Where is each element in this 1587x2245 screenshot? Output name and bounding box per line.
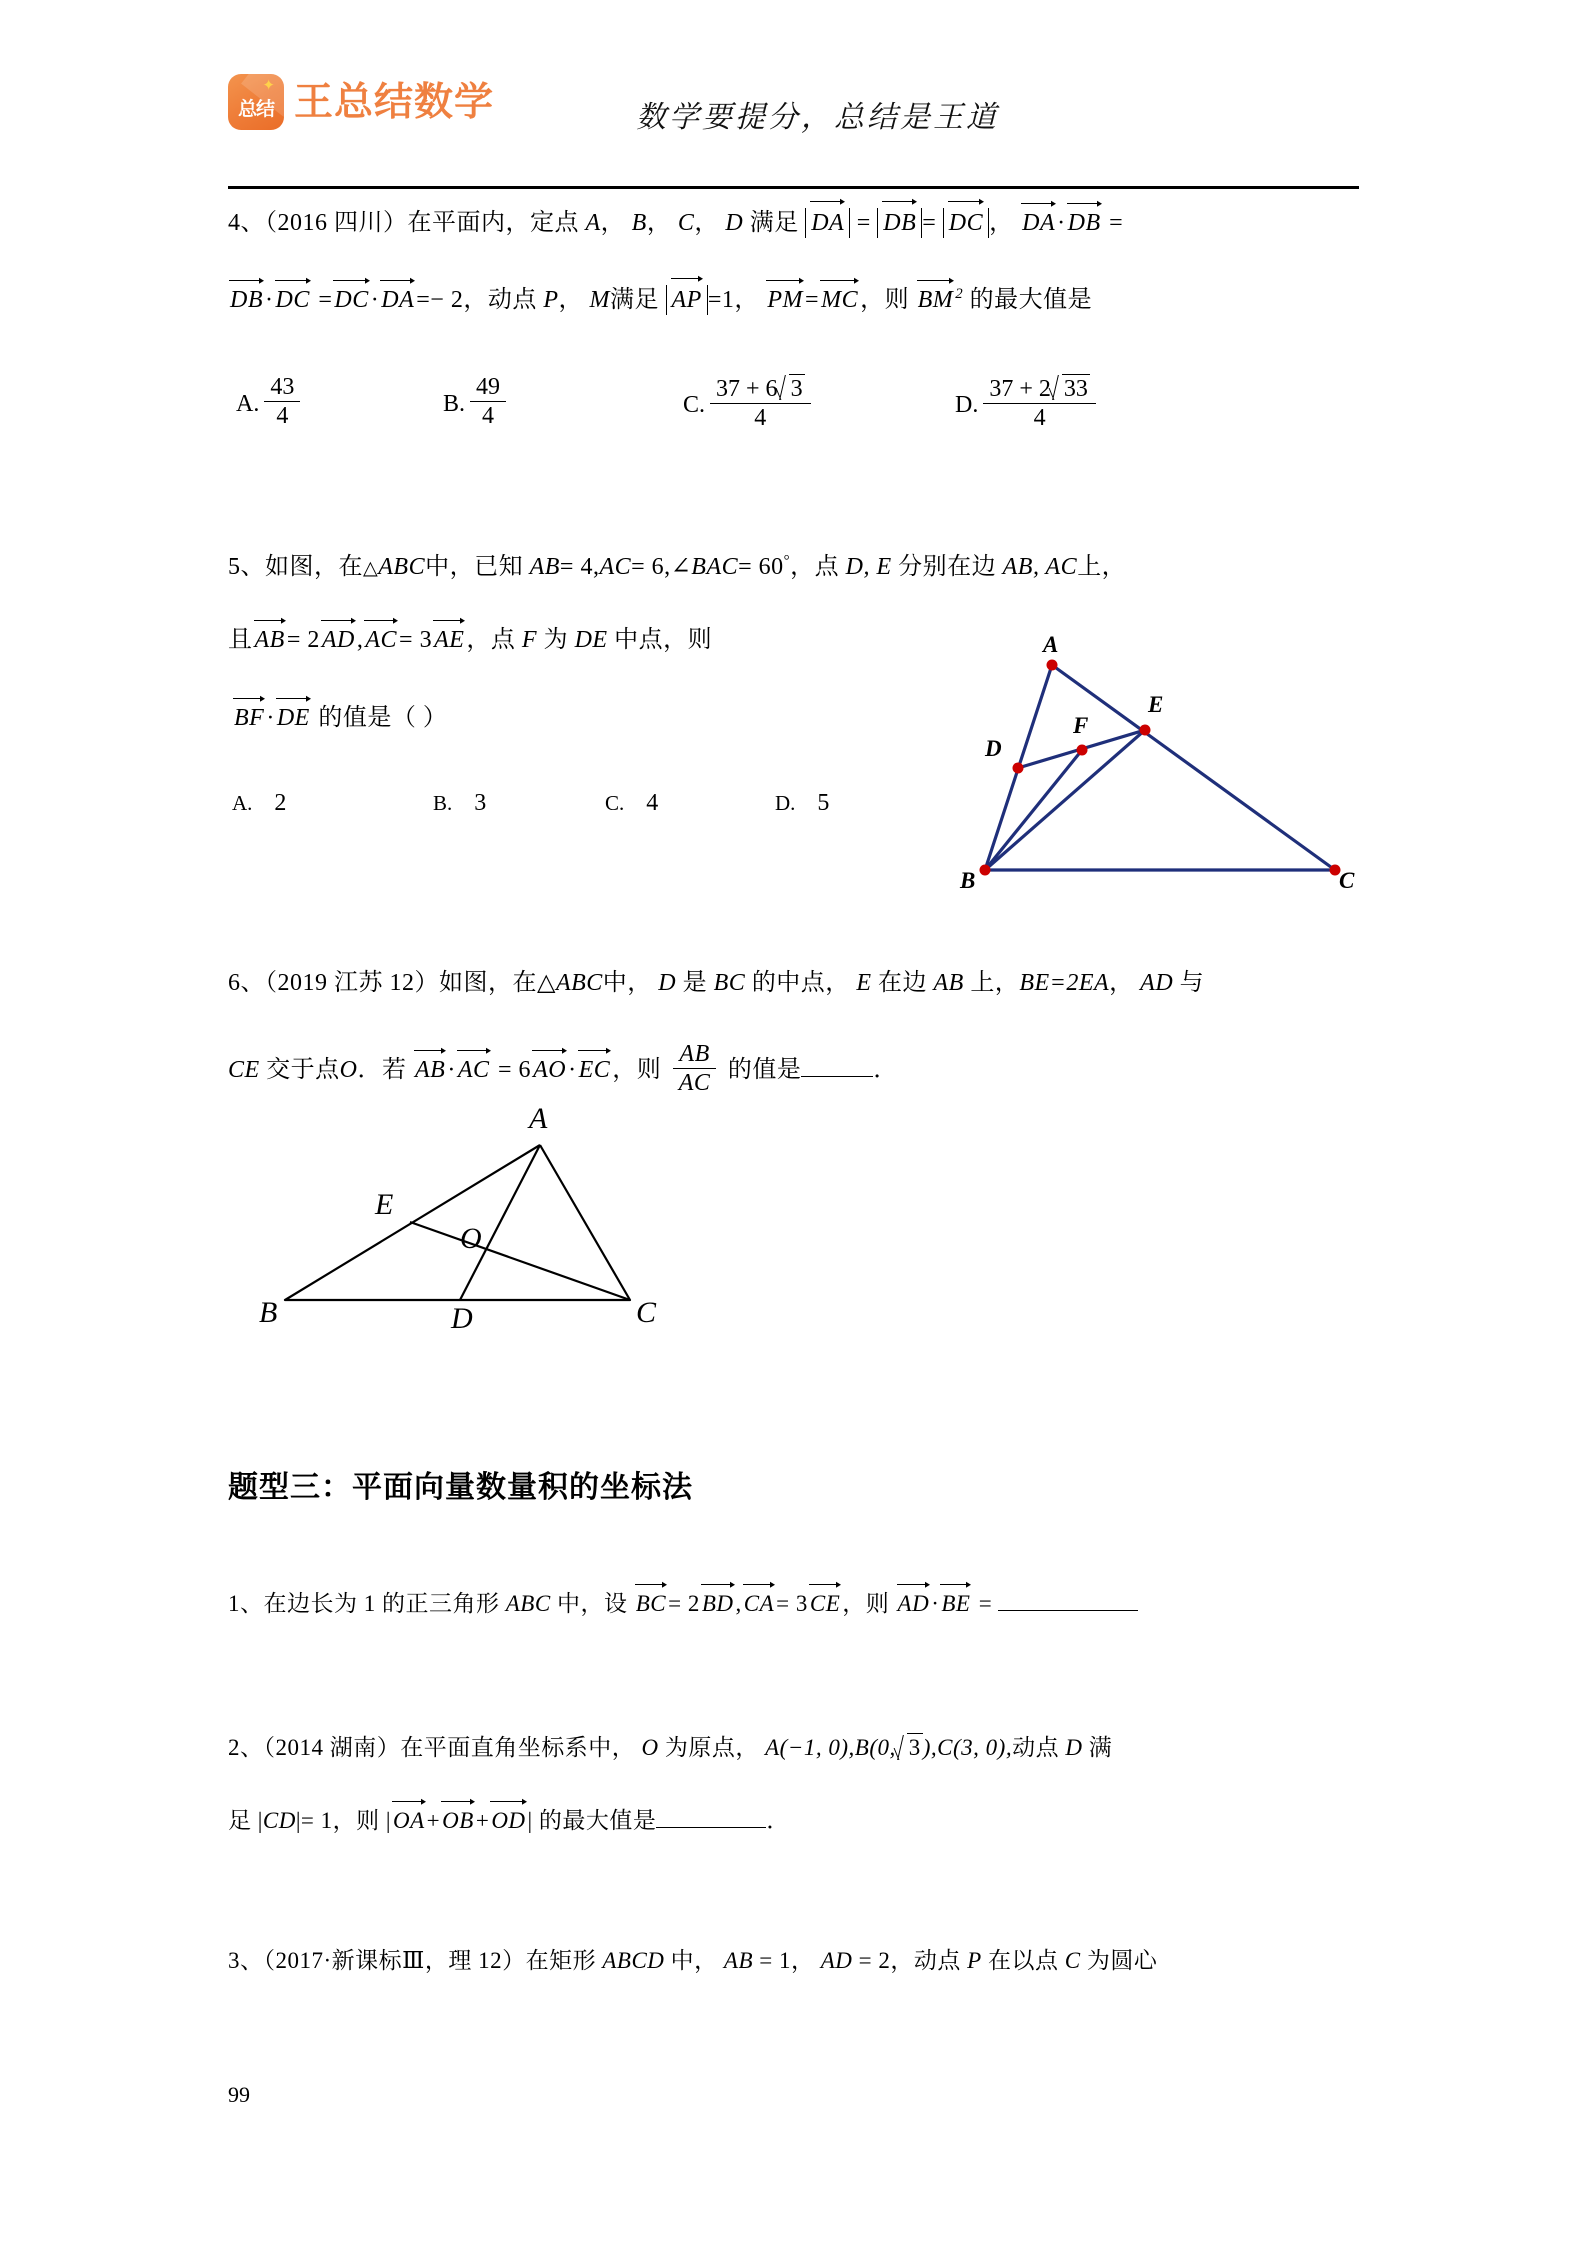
- p5-text-3: ，点: [790, 554, 840, 580]
- vector-ap: AP: [671, 287, 702, 313]
- fraction-49-4: [470, 374, 506, 431]
- p5-eq-5: = 3: [399, 627, 433, 653]
- p5-text-4: 分别在边: [898, 554, 997, 580]
- p5-points-de: D, E: [845, 554, 892, 580]
- p6-dot-2: ·: [568, 1057, 577, 1084]
- figure-point-label-a: A: [1043, 632, 1059, 657]
- p6-text-1: 6、（2019 江苏 12）如图，在: [228, 970, 537, 996]
- p4-eq-7: =: [805, 287, 820, 313]
- s3q2-point-b-post: ),: [922, 1735, 938, 1760]
- p4-c3: ，: [694, 210, 719, 236]
- p4-text-2: 满足: [749, 210, 799, 236]
- numerator: 49: [476, 373, 501, 400]
- p4-text-3: ，动点: [463, 287, 537, 313]
- p4-eq-4: =: [318, 287, 333, 313]
- p5-eq-2: = 6,: [631, 554, 671, 580]
- s3q2-point-c: C(3, 0),: [937, 1735, 1013, 1760]
- p5-eq-3: = 60: [738, 554, 784, 580]
- logo-badge-label: 总结: [237, 99, 274, 120]
- p4-abs-ap: [666, 285, 708, 315]
- p4-point-p: P: [543, 287, 559, 313]
- p4-eq-6: =1: [707, 287, 735, 313]
- triangle-symbol: △: [537, 970, 556, 996]
- p5-text-10: 的值是（ ）: [318, 705, 448, 731]
- problem-5-line-2: [228, 627, 712, 655]
- p4-exponent: 2: [955, 286, 964, 302]
- problem-4-choice-a[interactable]: [236, 373, 305, 433]
- p6-triangle-abc: ABC: [555, 970, 603, 996]
- p4-c5: ，: [558, 287, 583, 313]
- p6-seg-ab: AB: [933, 970, 964, 996]
- problem-5-line-1: [228, 553, 1126, 582]
- s3q1-text-3: ，则: [842, 1591, 890, 1616]
- s3q2-plus-1: +: [426, 1808, 441, 1833]
- vector-dc: DC: [948, 210, 984, 236]
- problem-4-line-2: [228, 285, 1092, 315]
- p6-dot-1: ·: [447, 1057, 456, 1084]
- figure-point-label-b: B: [259, 1296, 278, 1329]
- problem-4-choice-c[interactable]: [683, 376, 816, 435]
- s3q2-plus-2: +: [475, 1808, 490, 1833]
- p4-c6: ，: [734, 287, 759, 313]
- degree-symbol: °: [783, 553, 791, 569]
- choice-value-d: 5: [817, 790, 830, 816]
- s3q3-point-p: P: [967, 1948, 982, 1973]
- vector-bd: BD: [701, 1591, 734, 1616]
- choice-value-a: 2: [274, 790, 287, 816]
- vector-da: DA: [811, 210, 845, 236]
- p4-text-6: 的最大值是: [969, 287, 1093, 313]
- vector-mc: MC: [821, 287, 859, 313]
- triangle-abc-de-f-diagram: [930, 640, 1350, 890]
- problem-5-choice-c[interactable]: [605, 790, 658, 817]
- choice-value-b: 3: [474, 790, 487, 816]
- p4-value: − 2: [430, 287, 464, 313]
- problem-6-line-2: [228, 1040, 898, 1100]
- triangle-symbol: △: [363, 558, 379, 579]
- vector-dc-3: DC: [334, 287, 369, 313]
- s3q3-point-c: C: [1064, 1948, 1081, 1973]
- p5-point-f: F: [521, 627, 538, 653]
- answer-blank[interactable]: [801, 1056, 873, 1077]
- choice-label-a: A.: [236, 390, 260, 417]
- vector-be: BE: [941, 1591, 971, 1616]
- vector-ac: AC: [457, 1057, 490, 1084]
- radical-icon: [778, 374, 805, 402]
- s3q2-point-a: A(−1, 0),: [765, 1735, 855, 1760]
- vector-ac: AC: [365, 627, 398, 653]
- p4-dot-1: ·: [1057, 210, 1066, 236]
- p5-text-5: 上，: [1077, 554, 1127, 580]
- problem-6-line-1: [228, 970, 1204, 998]
- problem-4-line-1: [228, 208, 1123, 238]
- s3q1-eq-1: = 2: [668, 1591, 700, 1616]
- s3q2-text-7: | 的最大值是: [527, 1808, 657, 1833]
- problem-5-choice-d[interactable]: [775, 790, 829, 817]
- figure-point-label-e: E: [375, 1188, 394, 1221]
- fraction-37-2root33-4: [983, 374, 1096, 433]
- choice-label-b: B.: [443, 390, 466, 417]
- s3q1-eq-2: = 3: [776, 1591, 808, 1616]
- section3-question-2-line-2: [228, 1807, 790, 1834]
- vector-ce: CE: [809, 1591, 841, 1616]
- numerator-prefix: 37 + 6: [716, 375, 778, 402]
- p4-abs-da: [805, 208, 850, 238]
- sparkle-icon: ✦: [262, 78, 275, 94]
- problem-5-figure: [930, 632, 1355, 893]
- p5-c1: ,: [356, 627, 364, 653]
- s3q3-text-4: 在以点: [987, 1948, 1059, 1973]
- problem-6-figure: [255, 1102, 685, 1360]
- vector-ec: EC: [578, 1057, 611, 1084]
- p6-seg-ce: CE: [228, 1057, 260, 1084]
- radical-icon: [1051, 374, 1090, 402]
- s3q3-text-5: 为圆心: [1086, 1948, 1158, 1973]
- s3q2-text-2: 为原点，: [664, 1735, 759, 1760]
- vector-da-2: DA: [1022, 210, 1056, 236]
- p5-triangle-abc: ABC: [378, 554, 426, 580]
- radicand: 3: [908, 1735, 921, 1760]
- p4-abs-dc: [943, 208, 989, 238]
- vector-ao: AO: [533, 1057, 567, 1084]
- header-divider: [228, 186, 1359, 189]
- p5-sides-ab-ac: AB, AC: [1002, 554, 1078, 580]
- s3q2-text-6: |= 1，则 |: [295, 1808, 391, 1833]
- p4-abs-db: [877, 208, 922, 238]
- vector-ab: AB: [415, 1057, 446, 1084]
- section-heading-3: 题型三：平面向量数量积的坐标法: [228, 1471, 693, 1504]
- p6-text-8: 交于点: [266, 1057, 340, 1084]
- p6-eq-1: = 6: [498, 1057, 532, 1084]
- section3-question-2-line-1: [228, 1733, 1112, 1761]
- s3q2-text-4: 满: [1088, 1735, 1113, 1760]
- s3q2-point-o: O: [641, 1735, 659, 1760]
- p5-eq-4: = 2: [286, 627, 320, 653]
- fraction-43-4: [264, 374, 300, 431]
- p4-point-a: A: [585, 210, 601, 236]
- vector-ob: OB: [442, 1808, 474, 1833]
- p4-point-m: M: [589, 287, 610, 313]
- vector-db-2: DB: [1067, 210, 1101, 236]
- p5-seg-ac: AC: [599, 554, 632, 580]
- s3q1-c1: ,: [735, 1591, 742, 1616]
- p6-text-6: 上，: [970, 970, 1020, 996]
- p4-eq-2: =: [922, 210, 937, 236]
- p6-text-5: 在边: [877, 970, 927, 996]
- figure-point-label-f: F: [1073, 713, 1089, 738]
- s3q2-point-d: D: [1065, 1735, 1083, 1760]
- p4-eq-5: =: [416, 287, 431, 313]
- choice-label-d: D.: [955, 391, 979, 418]
- fraction-37-6root3-4: [710, 374, 811, 433]
- angle-symbol: ∠: [670, 554, 692, 580]
- p5-text-2: 中，已知: [425, 554, 524, 580]
- p4-eq-1: =: [856, 210, 871, 236]
- vector-de: DE: [276, 705, 310, 731]
- denominator: 4: [264, 401, 300, 431]
- figure-point-label-o: O: [460, 1222, 482, 1255]
- vector-bf: BF: [234, 705, 265, 731]
- s3q3-rect-abcd: ABCD: [602, 1948, 665, 1973]
- vector-bm: BM: [917, 287, 954, 313]
- p5-text-6: 且: [228, 627, 253, 653]
- vector-ae: AE: [434, 627, 465, 653]
- s3q3-seg-ab: AB: [723, 1948, 754, 1973]
- p4-c2: ，: [646, 210, 672, 236]
- s3q2-text-5: 足 |: [228, 1808, 263, 1833]
- numerator: 43: [270, 373, 295, 400]
- p6-text-11: 的值是: [727, 1057, 802, 1084]
- denominator: 4: [710, 403, 811, 433]
- denominator: 4: [470, 401, 506, 431]
- numerator: [983, 374, 1096, 403]
- s3q3-c1: ，: [791, 1948, 815, 1973]
- vector-dc-2: DC: [275, 287, 310, 313]
- p5-text-9: 中点，则: [614, 627, 713, 653]
- vector-db: DB: [883, 210, 917, 236]
- p5-text-8: 为: [543, 627, 569, 653]
- p6-point-o: O: [339, 1057, 358, 1084]
- choice-value-c: 4: [646, 790, 659, 816]
- p5-seg-de: DE: [574, 627, 608, 653]
- choice-label-d: D.: [775, 791, 796, 815]
- s3q1-dot: ·: [931, 1591, 940, 1616]
- problem-5-choice-b[interactable]: [433, 790, 486, 817]
- p4-text-1: 4、（2016 四川）在平面内，定点: [228, 210, 579, 236]
- p6-seg-ad: AD: [1140, 970, 1174, 996]
- p6-text-3: 是: [682, 970, 708, 996]
- numerator-prefix: 37 + 2: [989, 375, 1051, 402]
- vector-oa: OA: [393, 1808, 425, 1833]
- p6-text-7: 与: [1179, 970, 1205, 996]
- p4-point-c: C: [677, 210, 695, 236]
- s3q1-eq-3: =: [978, 1591, 993, 1616]
- vector-db-3: DB: [230, 287, 263, 313]
- p4-dot-3: ·: [370, 287, 380, 313]
- s3q2-text-3: 动点: [1012, 1735, 1060, 1760]
- p4-point-b: B: [631, 210, 647, 236]
- logo-badge-icon: [228, 74, 284, 130]
- p5-dot: ·: [266, 705, 275, 731]
- choice-label-c: C.: [605, 791, 625, 815]
- p5-angle-bac: BAC: [691, 554, 739, 580]
- p4-c1: ，: [600, 210, 626, 236]
- s3q2-period: ．: [766, 1808, 790, 1833]
- choice-label-a: A.: [232, 791, 253, 815]
- p4-point-d: D: [725, 210, 744, 236]
- p6-text-2: 中，: [602, 970, 652, 996]
- choice-label-c: C.: [683, 391, 706, 418]
- vector-ad: AD: [321, 627, 355, 653]
- s3q3-text-3: ，动点: [890, 1948, 961, 1973]
- p4-eq-3: =: [1109, 210, 1124, 236]
- s3q2-text-1: 2、（2014 湖南）在平面直角坐标系中，: [228, 1735, 636, 1760]
- page-header: [228, 66, 1360, 138]
- p5-text-1: 5、如图，在: [228, 554, 363, 580]
- s3q2-seg-cd: CD: [262, 1808, 296, 1833]
- denominator: 4: [983, 403, 1096, 433]
- figure-point-label-e: E: [1148, 692, 1164, 717]
- fraction-ab-ac: [673, 1041, 717, 1098]
- brand-name: 王总结数学: [294, 80, 495, 124]
- s3q3-seg-ad: AD: [820, 1948, 853, 1973]
- p4-text-5: ，则: [860, 287, 910, 313]
- p6-text-4: 的中点，: [751, 970, 850, 996]
- p5-eq-1: = 4,: [559, 554, 600, 580]
- p6-text-9: ．若: [357, 1057, 407, 1084]
- answer-blank[interactable]: [998, 1590, 1138, 1611]
- page-number: 99: [228, 2082, 250, 2107]
- figure-point-label-a: A: [529, 1102, 548, 1135]
- radical-icon: [896, 1733, 923, 1761]
- s3q1-text-2: 中，设: [556, 1591, 628, 1616]
- choice-label-b: B.: [433, 791, 453, 815]
- vector-ad: AD: [897, 1591, 930, 1616]
- p4-dot-2: ·: [265, 287, 274, 313]
- brand-logo: [228, 74, 494, 130]
- vector-bc: BC: [635, 1591, 667, 1616]
- p6-text-10: ，则: [612, 1057, 662, 1084]
- p5-text-7: ，点: [466, 627, 516, 653]
- problem-4-choice-d[interactable]: [955, 376, 1101, 435]
- s3q3-eq-1: = 1: [759, 1948, 791, 1973]
- radicand: 33: [1063, 375, 1088, 402]
- p6-cond-be: BE=2EA: [1019, 970, 1110, 996]
- problem-5-line-3: [232, 705, 447, 733]
- p6-point-e: E: [856, 970, 872, 996]
- problem-5-choice-a[interactable]: [232, 790, 286, 817]
- s3q3-text-1: 3、（2017·新课标Ⅲ，理 12）在矩形: [228, 1948, 597, 1973]
- p6-point-d: D: [658, 970, 677, 996]
- problem-4-choice-b[interactable]: [443, 373, 511, 433]
- figure-point-label-c: C: [1339, 868, 1355, 893]
- answer-blank[interactable]: [656, 1807, 766, 1828]
- p6-seg-bc: BC: [713, 970, 746, 996]
- numerator: [710, 374, 811, 403]
- numerator: AB: [679, 1040, 710, 1067]
- figure-point-label-d: D: [451, 1302, 473, 1335]
- figure-point-label-c: C: [636, 1296, 657, 1329]
- p5-seg-ab: AB: [529, 554, 560, 580]
- figure-point-label-d: D: [985, 736, 1002, 761]
- p4-text-4: 满足: [610, 287, 659, 313]
- vector-od: OD: [491, 1808, 526, 1833]
- radicand: 3: [790, 375, 803, 402]
- section3-question-1: [228, 1590, 1138, 1617]
- s3q2-point-b-pre: B(0,: [854, 1735, 896, 1760]
- figure-point-label-b: B: [960, 868, 976, 893]
- vector-ab: AB: [254, 627, 285, 653]
- p6-period: ．: [873, 1057, 898, 1084]
- vector-pm: PM: [767, 287, 804, 313]
- s3q1-text-1: 1、在边长为 1 的正三角形: [228, 1591, 500, 1616]
- vector-da-3: DA: [381, 287, 415, 313]
- s3q3-text-2: 中，: [670, 1948, 718, 1973]
- p6-c1: ，: [1109, 970, 1134, 996]
- vector-ca: CA: [743, 1591, 775, 1616]
- denominator: AC: [673, 1068, 717, 1098]
- brand-tagline: 数学要提分，总结是王道: [636, 101, 1000, 134]
- s3q3-eq-2: = 2: [858, 1948, 891, 1973]
- s3q1-triangle-abc: ABC: [505, 1591, 551, 1616]
- section3-question-3: [228, 1948, 1157, 1974]
- p4-c4: ，: [989, 210, 1014, 236]
